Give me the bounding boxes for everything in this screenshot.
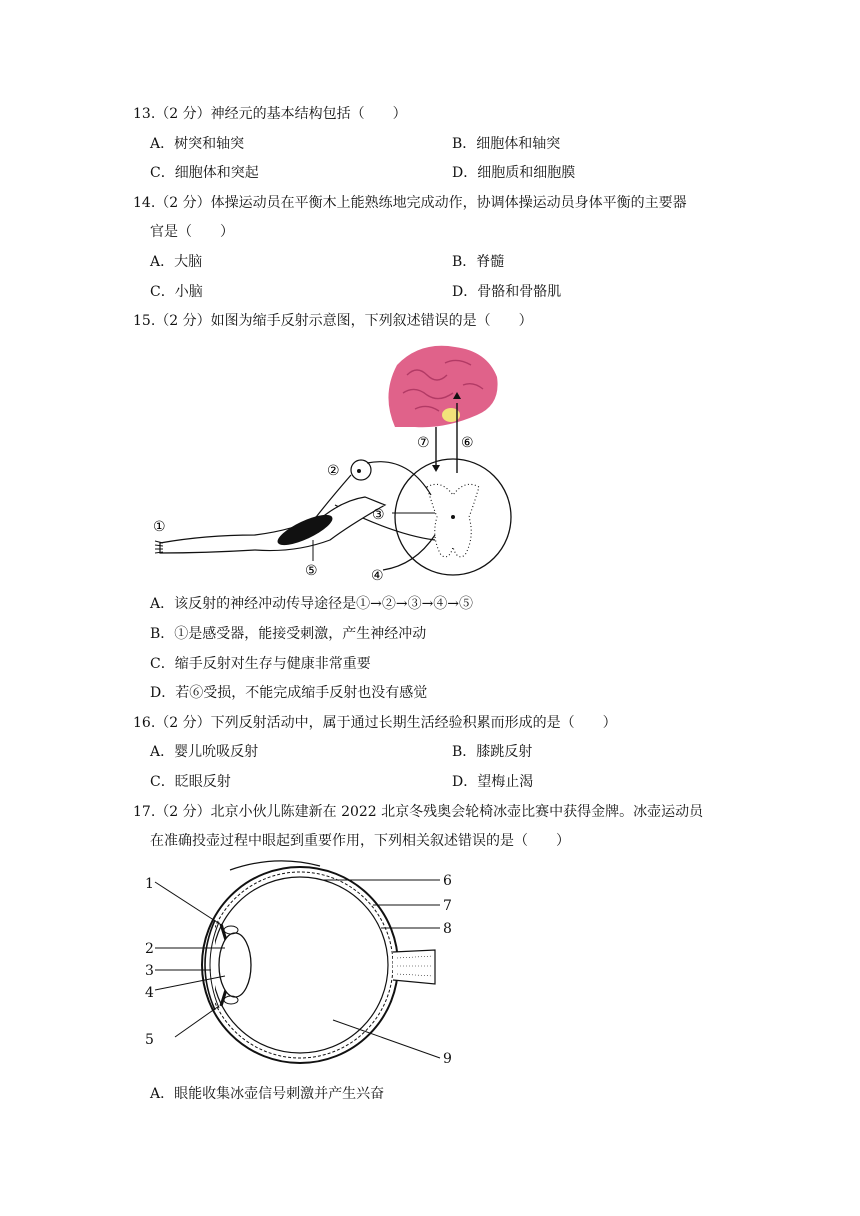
eye-label-7: 7 bbox=[443, 898, 452, 914]
q15-option-b[interactable]: B．①是感受器，能接受刺激，产生神经冲动 bbox=[150, 626, 427, 642]
label-5: ⑤ bbox=[305, 563, 318, 579]
label-3: ③ bbox=[372, 507, 385, 523]
label-7: ⑦ bbox=[417, 435, 430, 451]
q16-stem: 16.（2 分）下列反射活动中，属于通过长期生活经验积累而形成的是（ ） bbox=[133, 715, 617, 731]
q17-stem-cont: 在准确投壶过程中眼起到重要作用，下列相关叙述错误的是（ ） bbox=[150, 833, 570, 849]
q14-stem-cont: 官是（ ） bbox=[150, 224, 234, 240]
label-2: ② bbox=[327, 463, 340, 479]
brain-illustration bbox=[388, 346, 497, 427]
q15-option-a[interactable]: A．该反射的神经冲动传导途径是①→②→③→④→⑤ bbox=[150, 596, 474, 612]
q14-stem: 14.（2 分）体操运动员在平衡木上能熟练地完成动作，协调体操运动员身体平衡的主要器 bbox=[133, 195, 687, 211]
q14-option-c[interactable]: C．小脑 bbox=[150, 284, 203, 300]
q16-option-b[interactable]: B．膝跳反射 bbox=[452, 744, 533, 760]
eye-label-1: 1 bbox=[145, 876, 154, 892]
eye-structure-figure bbox=[145, 860, 465, 1075]
label-4: ④ bbox=[371, 568, 384, 584]
q15-option-d[interactable]: D．若⑥受损，不能完成缩手反射也没有感觉 bbox=[150, 685, 428, 701]
q15-stem: 15.（2 分）如图为缩手反射示意图，下列叙述错误的是（ ） bbox=[133, 313, 533, 329]
label-6: ⑥ bbox=[461, 435, 474, 451]
q13-option-c[interactable]: C．细胞体和突起 bbox=[150, 165, 259, 181]
q17-stem: 17.（2 分）北京小伙儿陈建新在 2022 北京冬残奥会轮椅冰壶比赛中获得金牌。冰壶运动员 bbox=[133, 804, 704, 820]
q15-option-c[interactable]: C．缩手反射对生存与健康非常重要 bbox=[150, 656, 371, 672]
q14-option-b[interactable]: B．脊髓 bbox=[452, 254, 505, 270]
q17-option-a[interactable]: A．眼能收集冰壶信号刺激并产生兴奋 bbox=[150, 1086, 385, 1102]
q16-option-d[interactable]: D．望梅止渴 bbox=[452, 774, 534, 790]
eye-label-3: 3 bbox=[145, 963, 154, 979]
eye-label-9: 9 bbox=[443, 1051, 452, 1067]
eye-label-6: 6 bbox=[443, 873, 452, 889]
q14-option-d[interactable]: D．骨骼和骨骼肌 bbox=[452, 284, 562, 300]
q16-option-a[interactable]: A．婴儿吮吸反射 bbox=[150, 744, 259, 760]
eye-label-2: 2 bbox=[145, 941, 154, 957]
eye-label-8: 8 bbox=[443, 921, 452, 937]
reflex-arc-figure bbox=[145, 335, 525, 590]
q14-option-a[interactable]: A．大脑 bbox=[150, 254, 203, 270]
arm-outline bbox=[160, 497, 385, 553]
q16-option-c[interactable]: C．眨眼反射 bbox=[150, 774, 231, 790]
q13-stem: 13.（2 分）神经元的基本结构包括（ ） bbox=[133, 106, 407, 122]
q13-option-d[interactable]: D．细胞质和细胞膜 bbox=[452, 165, 576, 181]
eye-label-4: 4 bbox=[145, 985, 154, 1001]
label-1: ① bbox=[153, 519, 166, 535]
q13-option-a[interactable]: A．树突和轴突 bbox=[150, 136, 245, 152]
q13-option-b[interactable]: B．细胞体和轴突 bbox=[452, 136, 561, 152]
eye-label-5: 5 bbox=[145, 1032, 154, 1048]
